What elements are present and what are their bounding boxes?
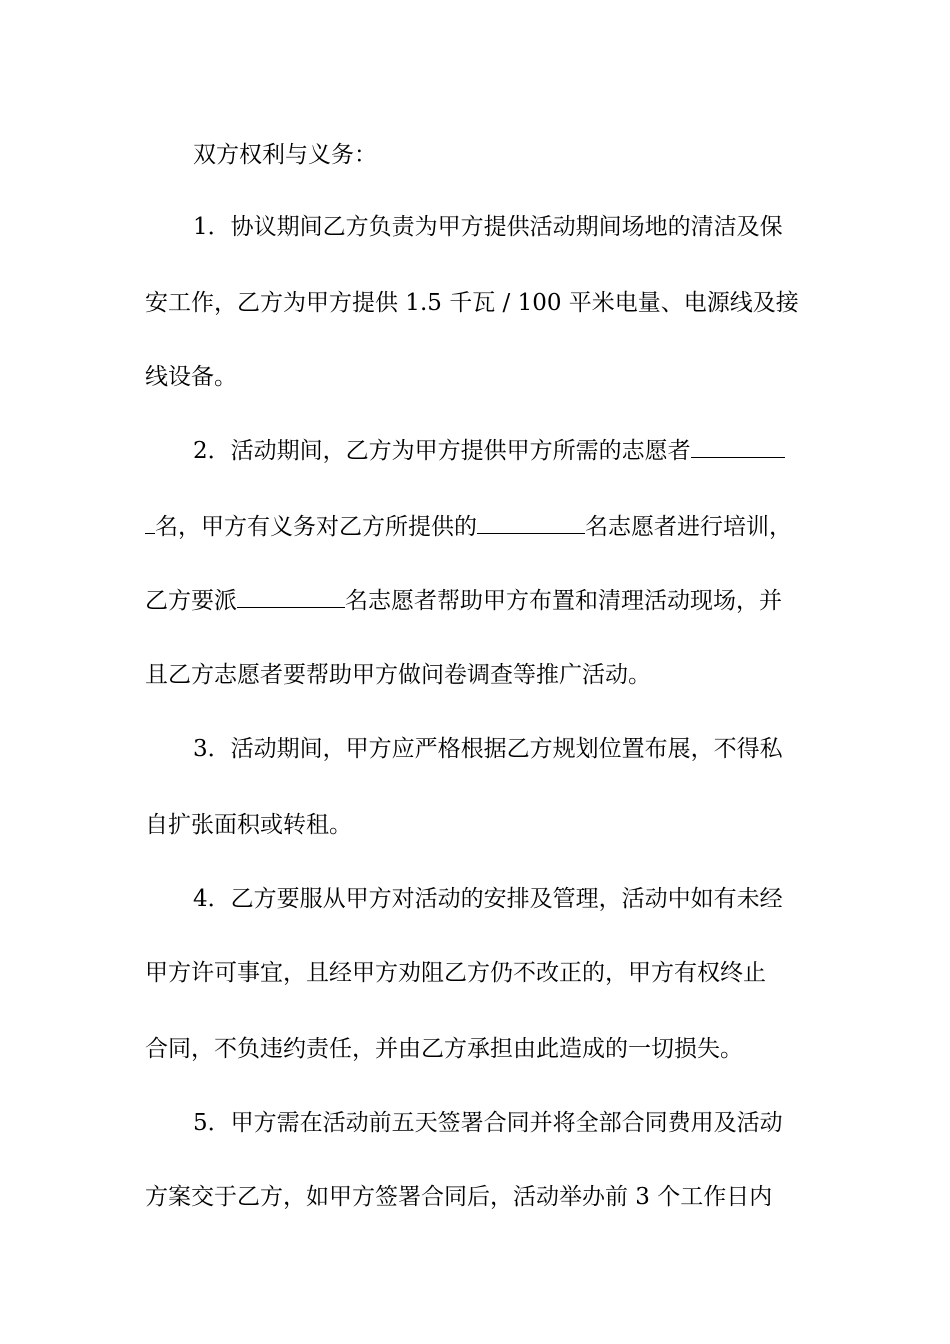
item-5-line-2: 方案交于乙方，如甲方签署合同后，活动举办前 3 个工作日内 [145, 1184, 773, 1210]
item-2-line-1 [193, 436, 825, 466]
item-1-line-3: 线设备。 [145, 364, 237, 390]
item-2-line-2 [145, 512, 825, 542]
item-1-line-2: 安工作，乙方为甲方提供 1.5 千瓦 / 100 平米电量、电源线及接 [145, 290, 799, 316]
blank-trained-volunteers [477, 513, 585, 534]
blank-assigned-volunteers [237, 587, 345, 608]
blank-volunteer-count-continued [145, 513, 155, 534]
item-4-line-1: 4．乙方要服从甲方对活动的安排及管理，活动中如有未经 [193, 886, 783, 912]
item-4-line-3: 合同，不负违约责任，并由乙方承担由此造成的一切损失。 [145, 1036, 743, 1062]
item-3-line-1: 3．活动期间，甲方应严格根据乙方规划位置布展，不得私 [193, 736, 783, 762]
item-1-line-1: 1．协议期间乙方负责为甲方提供活动期间场地的清洁及保 [193, 214, 783, 240]
section-heading: 双方权利与义务： [193, 142, 377, 168]
item-2-line-1-text: 2．活动期间，乙方为甲方提供甲方所需的志愿者 [193, 438, 691, 464]
item-2-line-3-text-a: 乙方要派 [145, 588, 237, 614]
item-2-line-4: 且乙方志愿者要帮助甲方做问卷调查等推广活动。 [145, 662, 651, 688]
item-2-line-2-text-b: 名志愿者进行培训， [585, 514, 792, 540]
item-5-line-1: 5．甲方需在活动前五天签署合同并将全部合同费用及活动 [193, 1110, 783, 1136]
item-2-line-2-text-a: 名，甲方有义务对乙方所提供的 [155, 514, 477, 540]
item-2-line-3-text-b: 名志愿者帮助甲方布置和清理活动现场，并 [345, 588, 782, 614]
blank-volunteer-count [691, 437, 785, 458]
item-3-line-2: 自扩张面积或转租。 [145, 812, 352, 838]
item-4-line-2: 甲方许可事宜，且经甲方劝阻乙方仍不改正的，甲方有权终止 [145, 960, 766, 986]
item-2-line-3 [145, 586, 825, 616]
